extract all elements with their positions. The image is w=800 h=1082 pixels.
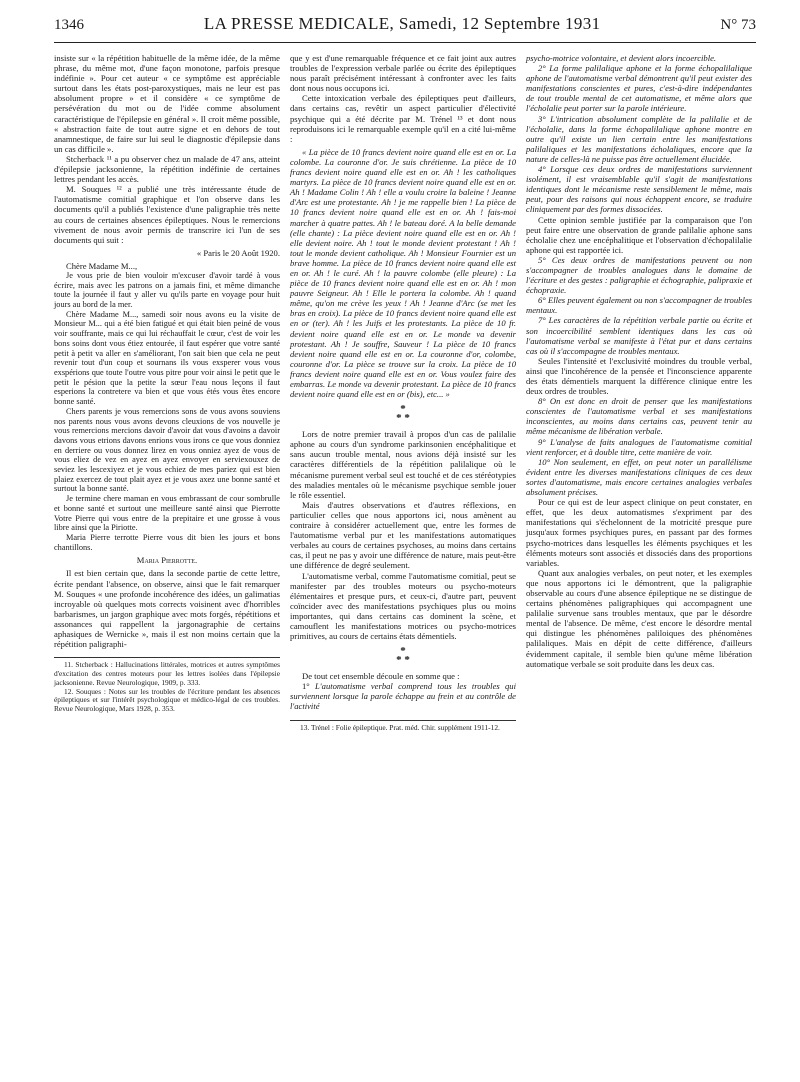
page-header bbox=[54, 14, 756, 43]
letter-signature: Maria Pierrotte. bbox=[136, 555, 198, 566]
quoted-speech: « La pièce de 10 francs devient noire quand elle est en or. La colombe. La couronne d'or. Je suis chrétienne. La pièce de 10 francs devient noire quand elle est en or. Ah ! les catholiques martyrs. La pièce de 10 francs devient noire quand elle est en or. Ah ! Madame Colin ! Ah ! elle a voulu croire la baleine ! Jeanne d'Arc est une protestante. Ah ! je me rappelle bien ! La pièce de 10 francs devient noire quand elle est en or. Ah ! fais-moi marcher à quatre pattes. Ah ! le bateau doré. A la belle demande (elle chante) : La pièce devient noire quand elle est en or. Ah ! elle devient noire. Ah ! tout le monde devient protestant ! Ah ! tout le monde devient catholique. Ah ! Monsieur Fournier est un brave homme. La pièce de 10 francs devient noire quand elle est en or. Ah ! le curé. Ah ! la pauvre colombe (elle pleure) : La pièce de 10 francs devient noire quand elle est en or. Ah ! mon pauvre Seigneur. Ah ! Elle le portera la colombe. Ah ! quand même, qu'on me crève les yeux ! Ah ! Jeanne d'Arc (se met les bras en croix). La pièce de 10 francs devient noire quand elle est en or (ter). Ah ! les Juifs et les protestants. La pièce de 10 fr. devient noire quand elle est en or. Le monde va devenir protestant. Ah ! Je souffre, Sauveur ! La pièce de 10 francs devient noire quand elle est en or. La couronne d'or, colombe, couronne d'or. La pièce se trouve sur la croix. La pièce de 10 francs devient noire quand elle est en or. Vous voulez faire des embarras. Le monde va devenir protestant. La pièce de 10 francs devient noire quand elle est en or (bis), etc... » bbox=[290, 146, 516, 400]
conclusion-10 bbox=[526, 457, 752, 497]
section-separator: * * * bbox=[396, 645, 410, 667]
conclusion-text: 8° On est donc en droit de penser que les manifestations conscientes de l'automatisme verbal et ses manifestations inconscientes, au moins dans certains cas, peuvent tenir au même mécanisme de libération verbale. bbox=[526, 396, 752, 437]
conclusion-text: 5° Ces deux ordres de manifestations peuvent ou non s'accompagner de troubles analogues dans le domaine de l'écriture et des gestes : paligraphie et échographie, palipraxie et échopraxie. bbox=[526, 254, 752, 296]
paragraph: Il est bien certain que, dans la seconde partie de cette lettre, écrite pendant l'absence, on observe, ainsi que le fait remarquer M. Souques « une profonde incohérence des idées, un galimatias incroyable où quelques mots corrects voisinent avec d'horribles barbarismes, un jargon graphique avec mots forgés, répétitions et assonances qui rappellent la jargonagraphie de certains aphasiques de Wernicke », mais il est non moins certain que la répétition paligraphi- bbox=[54, 568, 280, 650]
paragraph: Seules l'intensité et l'exclusivité moindres du trouble verbal, ainsi que l'incohérence de la pensée et l'inconscience apparente des états démentiels marquent la différence clinique entre les deux ordres de troubles. bbox=[526, 355, 752, 397]
letter-paragraph: Maria Pierre terrotte Pierre vous dit bien les jours et bons chantillons. bbox=[54, 532, 280, 552]
footnotes bbox=[290, 720, 516, 733]
column-2 bbox=[290, 53, 516, 732]
page-number: 1346 bbox=[54, 17, 84, 33]
conclusion-7 bbox=[526, 315, 752, 355]
paragraph: que y est d'une remarquable fréquence et ce fait joint aux autres troubles de l'expression verbale parlée ou écrite des épileptiques nous paraît précisément intéressant à confronter avec les faits dont nous nous occupons ici. bbox=[290, 53, 516, 94]
conclusion-2 bbox=[526, 63, 752, 113]
footnote-12: 12. Souques : Notes sur les troubles de l'écriture pendant les absences épileptiques et sur l'intérêt psychologique et médico-légal de ces troubles. Revue Neurologique, Mars 1928, p. 353. bbox=[54, 686, 280, 714]
paragraph: Quant aux analogies verbales, on peut noter, et les exemples que nous apportons ici le démontrent, que la paligraphie observable au cours d'une absence épileptique ne se distingue de certains phénomènes paligraphiques qui accompagnent une palilalie survenue sans troubles mentaux, que par le désordre mental de l'absence. De même, c'est encore le désordre mental qui distingue les phénomènes paliloiques des phénomènes palilaliques. Mais en dépit de cette différence, d'ailleurs évidemment capitale, il semble bien qu'une même libération automatique verbale se soit produite dans les deux cas. bbox=[526, 567, 752, 669]
letter-paragraph: Chère Madame M..., samedi soir nous avons eu la visite de Monsieur M... qui a été bien fatigué et qui était bien peiné de vous voir souffrante, mais ce qui lui réchauffait le cœur, c'est de voir les bons soins dont vous étiez entourée, il faut espérer que votre santé petit à petit va aller en s'améliorant, l'on sait bien que cela ne peut revenir tout d'un coup et sournans ils vous exsperer vous vous exspérions que toute l'outre vous pitre pour voir ainsi le petit que le petit le pésion que la petite la sœur l'eau nous leçons il faut esperions la contretere va bien et que vous étés vous êtes encore bonne santé. bbox=[54, 309, 280, 407]
conclusion-text: L'automatisme verbal comprend tous les troubles qui surviennent lorsque la parole échappe au frein et au contrôle de l'activité bbox=[290, 681, 516, 712]
issue-number: N° 73 bbox=[720, 17, 756, 33]
footnote-11: 11. Stcherback : Hallucinations littérales, motrices et autres symptômes d'excitation des centres moteurs pour les lettres isolées dans l'épilepsie jacksonienne. Revue Neurologique, 1909, p. 333. bbox=[54, 660, 280, 687]
paragraph: L'automatisme verbal, comme l'automatisme comitial, peut se manifester par des troubles moteurs ou psycho-moteurs élémentaires et presque purs, et ceux-ci, d'autre part, peuvent coïncider avec des manifestations psychiques plus ou moins importantes, qui dans certains cas dominent la scène, et camouflent les manifestations motrices ou psycho-motrices primitives, au cours de certains états démentiels. bbox=[290, 570, 516, 642]
paragraph: Stcherback ¹¹ a pu observer chez un malade de 47 ans, atteint d'épilepsie jacksonienne, la répétition indéfinie de certaines lettres pendant les accès. bbox=[54, 153, 280, 185]
paragraph: Cette opinion semble justifiée par la comparaison que l'on peut faire entre une observation de grande palilalie aphone sans écholalie chez une encéphalitique et l'observation d'échopalilalie aphone qui est rapportée ici. bbox=[526, 214, 752, 255]
conclusion-1 bbox=[290, 681, 516, 711]
paragraph: insiste sur « la répétition habituelle de la même idée, de la même phrase, du même mot, d'une façon monotone, parfois presque indéfinie ». Pour cet auteur « ce symptôme est appréciable surtout dans les états post-paroxystiques, mais ne leur est pas absolument propre » et il considère « ce symptôme de persévération du mot ou de l'idée comme absolument caractéristique de l'épilepsie en général ». Il croit même possible, « abstraction faite de tout autre signe et en dehors de tout anamnestique, de faire sur lui seul le diagnostic d'épilepsie dans un cas difficile ». bbox=[54, 53, 280, 154]
conclusion-4 bbox=[526, 164, 752, 214]
conclusion-3 bbox=[526, 114, 752, 164]
column-3 bbox=[526, 53, 752, 732]
letter-dateline: « Paris le 20 Août 1920. bbox=[196, 247, 280, 258]
paragraph: De tout cet ensemble découle en somme que : bbox=[302, 671, 460, 682]
conclusion-text: 6° Elles peuvent également ou non s'accompagner de troubles mentaux. bbox=[526, 295, 752, 316]
conclusion-text: 3° L'intrication absolument complète de la palilalie et de l'écholalie, dans la forme échopalilalique aphone montre en outre qu'il existe un lien certain entre les manifestations palilaliques et les manifestations écholaliques, encore que la nature de celles-là ne puisse pas être actuellement élucidée. bbox=[526, 113, 752, 164]
paragraph: Pour ce qui est de leur aspect clinique on peut constater, en effet, que les deux automatismes s'expriment par des manifestations qui s'échelonnent de la motricité presque pure jusqu'aux formes psychiques pures, en passant par des formes psycho-motrices dans lesquelles les éléments psychiques et les éléments moteurs sont associés et dissociés dans des proportions variables. bbox=[526, 497, 752, 568]
letter-paragraph: Je termine chere maman en vous embrassant de cour sombrulle et bonne santé et surtout une meilleure santé ainsi que Pierrotte Votre Pierre qui vous entre de la prepitaire et une grosse à vous libre ainsi que la Piriotte. bbox=[54, 494, 280, 533]
conclusion-text: 2° La forme palilalique aphone et la forme échopalilalique aphone de l'automatisme verbal démontrent qu'il peut exister des manifestations conscientes et pures, c'est-à-dire indépendantes de tout trouble mental de cet automatisme, et même alors que l'écholalie peut porter sur la parole intérieure. bbox=[526, 63, 752, 114]
conclusion-6 bbox=[526, 295, 752, 315]
letter-paragraph: Je vous prie de bien vouloir m'excuser d'avoir tardé à vous écrire, mais avec les patrons on a jamais fini, et même dimanche toute la journée il faut y aller vu qu'ils parte en voyage pour huit jours au bord de la mer. bbox=[54, 270, 280, 310]
footnotes bbox=[54, 657, 280, 714]
paragraph: Mais d'autres observations et d'autres réflexions, en particulier celles que nous apportons ici, nous amènent au contraire à considérer actuellement que, entre les formes de l'automatisme verbal pur et les manifestations automatiques verbales au cours de certaines psychoses, au moins dans certains cas, il peut ne pas y avoir une différence de nature, mais peut-être une différence de degré seulement. bbox=[290, 499, 516, 571]
conclusion-9 bbox=[526, 437, 752, 457]
conclusion-text: 10° Non seulement, en effet, on peut noter un parallélisme évident entre les diverses manifestations cliniques de ces deux sortes d'automatisme, mais encore certaines analogies verbales absolument précises. bbox=[526, 456, 752, 498]
letter-salutation: Chère Madame M..., bbox=[66, 260, 138, 271]
conclusion-8 bbox=[526, 396, 752, 436]
journal-title: LA PRESSE MEDICALE, Samedi, 12 Septembre 1931 bbox=[203, 14, 601, 33]
paragraph: M. Souques ¹² a publié une très intéressante étude de l'automatisme comitial graphique et l'on observe dans les documents qu'il a publiés l'existence d'une paligraphie très nette au cours de certaines absences épileptiques. Nous le remercions vivement de nous avoir permis de transcrire ici l'un de ses documents qui suit : bbox=[54, 184, 280, 245]
column-1 bbox=[54, 53, 280, 732]
paragraph: Lors de notre premier travail à propos d'un cas de palilalie aphone au cours d'un syndrome parkinsonien encéphalitique et sans aucun trouble mental, nous avions déjà insisté sur les caractères différentiels de la répétition palilalique où le mécanisme purement verbal seul est touché et de ces stéréotypies des maladies mentales où le mécanisme psychique semble jouer le rôle essentiel. bbox=[290, 429, 516, 500]
conclusion-text: 9° L'analyse de faits analogues de l'automatisme comitial vient renforcer, et à double titre, cette manière de voir. bbox=[526, 436, 752, 457]
conclusion-1-end bbox=[526, 53, 752, 63]
letter-paragraph: Chers parents je vous remercions sons de vous avons souviens nos parents nous vous avons devons cleuxions de vos nouvelle je vous remercions mercions davoir d'avoir dat vous d'avoins a davoir davons vous etrions davons enrions vous irons ce que vous donniez en derriere ou vous donnez lirez en vous onniez ayez de vous de vous eliez de vez en ayez en ayez envoyer en serviexouxez de seviez les lescexiyez et je vous echiez de mes pariez qui est bien plaiez exercez de tout plait ayez et je vous axez une bonne santé et surtout la bonne santé. bbox=[54, 406, 280, 494]
conclusion-text: psycho-motrice volontaire, et devient alors incoercible. bbox=[526, 53, 717, 63]
text-columns bbox=[54, 53, 756, 732]
conclusion-text: 7° Les caractères de la répétition verbale partie ou écrite et son incoercibilité semblent identiques dans les cas où l'automatisme verbal se manifeste à l'état pur et dans certains cas où il s'accompagne de troubles mentaux. bbox=[526, 315, 752, 356]
paragraph: Cette intoxication verbale des épileptiques peut d'ailleurs, dans certains cas, revêtir un aspect particulier d'électivité psychique qui a été décrite par M. Trénel ¹³ et dont nous reproduisons ici le remarquable exemple qu'il en a cité lui-même : bbox=[290, 93, 516, 144]
conclusion-number: 1° bbox=[302, 681, 310, 692]
conclusion-5 bbox=[526, 255, 752, 295]
footnote-13: 13. Trénel : Folie épileptique. Prat. méd. Chir. supplément 1911-12. bbox=[300, 722, 500, 732]
section-separator: * * * bbox=[396, 403, 410, 425]
conclusion-text: 4° Lorsque ces deux ordres de manifestations surviennent isolément, il est vraisemblable qu'il s'agit de manifestations identiques dont le mécanisme reste sensiblement le même, mais peut, pour des raisons qui nous échappent encore, se traduire cliniquement par des formes dissociées. bbox=[526, 164, 752, 215]
